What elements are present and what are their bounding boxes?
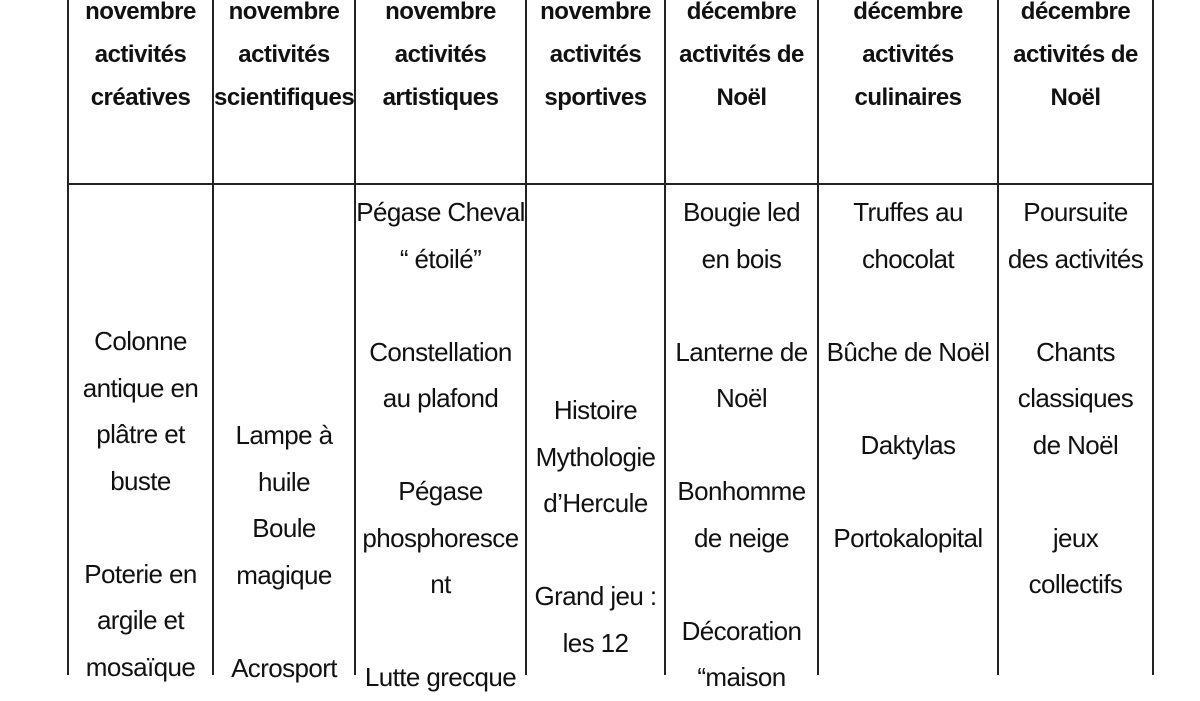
activity-line: Pégase Cheval	[356, 197, 525, 227]
header-line: activités de	[679, 41, 804, 68]
activity-line: Pégase	[398, 476, 483, 506]
header-line: activités	[94, 41, 187, 68]
activity-line: buste	[110, 465, 171, 496]
header-cell	[214, 0, 354, 119]
activity-cell	[69, 318, 212, 690]
header-line: novembre	[228, 0, 340, 25]
activity-line: phosphoresce	[362, 522, 519, 553]
activity-line: Grand jeu :	[534, 581, 657, 611]
activity-line: Lampe à	[235, 420, 333, 450]
activity-line: huile	[258, 466, 310, 497]
header-line: Noël	[716, 84, 767, 111]
header-line: activités de	[1013, 41, 1138, 68]
header-line: activités	[862, 41, 954, 68]
header-line: activités	[394, 41, 487, 68]
activity-line: Bonhomme	[677, 476, 806, 506]
activity-line: en bois	[701, 243, 782, 274]
activity-line: Histoire	[553, 395, 638, 425]
activity-line: Mythologie	[535, 441, 656, 472]
header-line: culinaires	[854, 84, 962, 111]
activity-line: Bougie led	[683, 197, 800, 227]
activity-line: les 12	[562, 627, 629, 658]
activity-line: nt	[430, 569, 451, 599]
header-line: activités	[238, 41, 330, 68]
header-line: décembre	[853, 0, 963, 25]
activity-line: “maison	[697, 662, 786, 692]
activity-line: Lanterne de	[675, 336, 808, 367]
activity-cell	[527, 387, 664, 666]
activity-line: chocolat	[861, 243, 955, 274]
activity-cell	[666, 189, 817, 701]
header-cell	[527, 0, 664, 119]
header-line: créatives	[90, 84, 191, 111]
activity-line: Chants	[1036, 336, 1115, 367]
header-cell	[666, 0, 817, 119]
activity-line: d’Hercule	[543, 488, 648, 518]
header-line: scientifiques	[214, 84, 355, 111]
header-cell	[999, 0, 1152, 119]
activity-cell	[819, 189, 997, 561]
header-row-divider	[67, 183, 1154, 185]
activity-line: Constellation	[369, 336, 512, 367]
activity-line: mosaïque	[85, 651, 196, 682]
activity-line: “ étoilé”	[399, 243, 482, 274]
activity-line: Colonne	[94, 326, 187, 356]
activity-line: magique	[236, 559, 332, 590]
activity-line: Acrosport	[231, 652, 337, 683]
header-line: novembre	[540, 0, 651, 25]
activity-line: plâtre et	[96, 419, 185, 449]
activity-line: des activités	[1007, 243, 1144, 274]
activity-line: Bûche de Noël	[826, 336, 990, 367]
activity-line: collectifs	[1028, 569, 1123, 599]
activity-line: Daktylas	[860, 429, 956, 460]
activity-line: au plafond	[382, 383, 499, 413]
activity-line: classiques	[1017, 383, 1134, 413]
activity-line: Portokalopital	[833, 522, 983, 553]
header-cell	[819, 0, 997, 119]
header-line: sportives	[544, 84, 647, 111]
activity-line: de neige	[694, 522, 789, 553]
activity-line: jeux	[1052, 522, 1099, 553]
header-line: novembre	[85, 0, 196, 25]
activity-line: antique en	[82, 372, 199, 403]
activity-cell	[356, 189, 525, 701]
header-line: novembre	[385, 0, 496, 25]
activity-line: Lutte grecque	[364, 662, 517, 692]
activity-line: Noël	[715, 383, 768, 413]
header-line: activités	[549, 41, 642, 68]
activity-line: Décoration	[681, 615, 802, 646]
header-cell	[69, 0, 212, 119]
header-cell	[356, 0, 525, 119]
activity-line: Poterie en	[84, 558, 197, 589]
activity-cell	[214, 412, 354, 691]
activity-cell	[999, 189, 1152, 608]
header-line: Noël	[1050, 84, 1101, 111]
activity-line: de Noël	[1032, 429, 1119, 460]
activity-line: Poursuite	[1023, 197, 1128, 227]
table-border-right	[1152, 0, 1154, 675]
header-line: artistiques	[382, 84, 499, 111]
header-line: décembre	[686, 0, 797, 25]
activity-line: Boule	[252, 513, 316, 543]
header-line: décembre	[1020, 0, 1131, 25]
activity-line: Truffes au	[853, 197, 963, 227]
activity-line: argile et	[96, 605, 185, 635]
